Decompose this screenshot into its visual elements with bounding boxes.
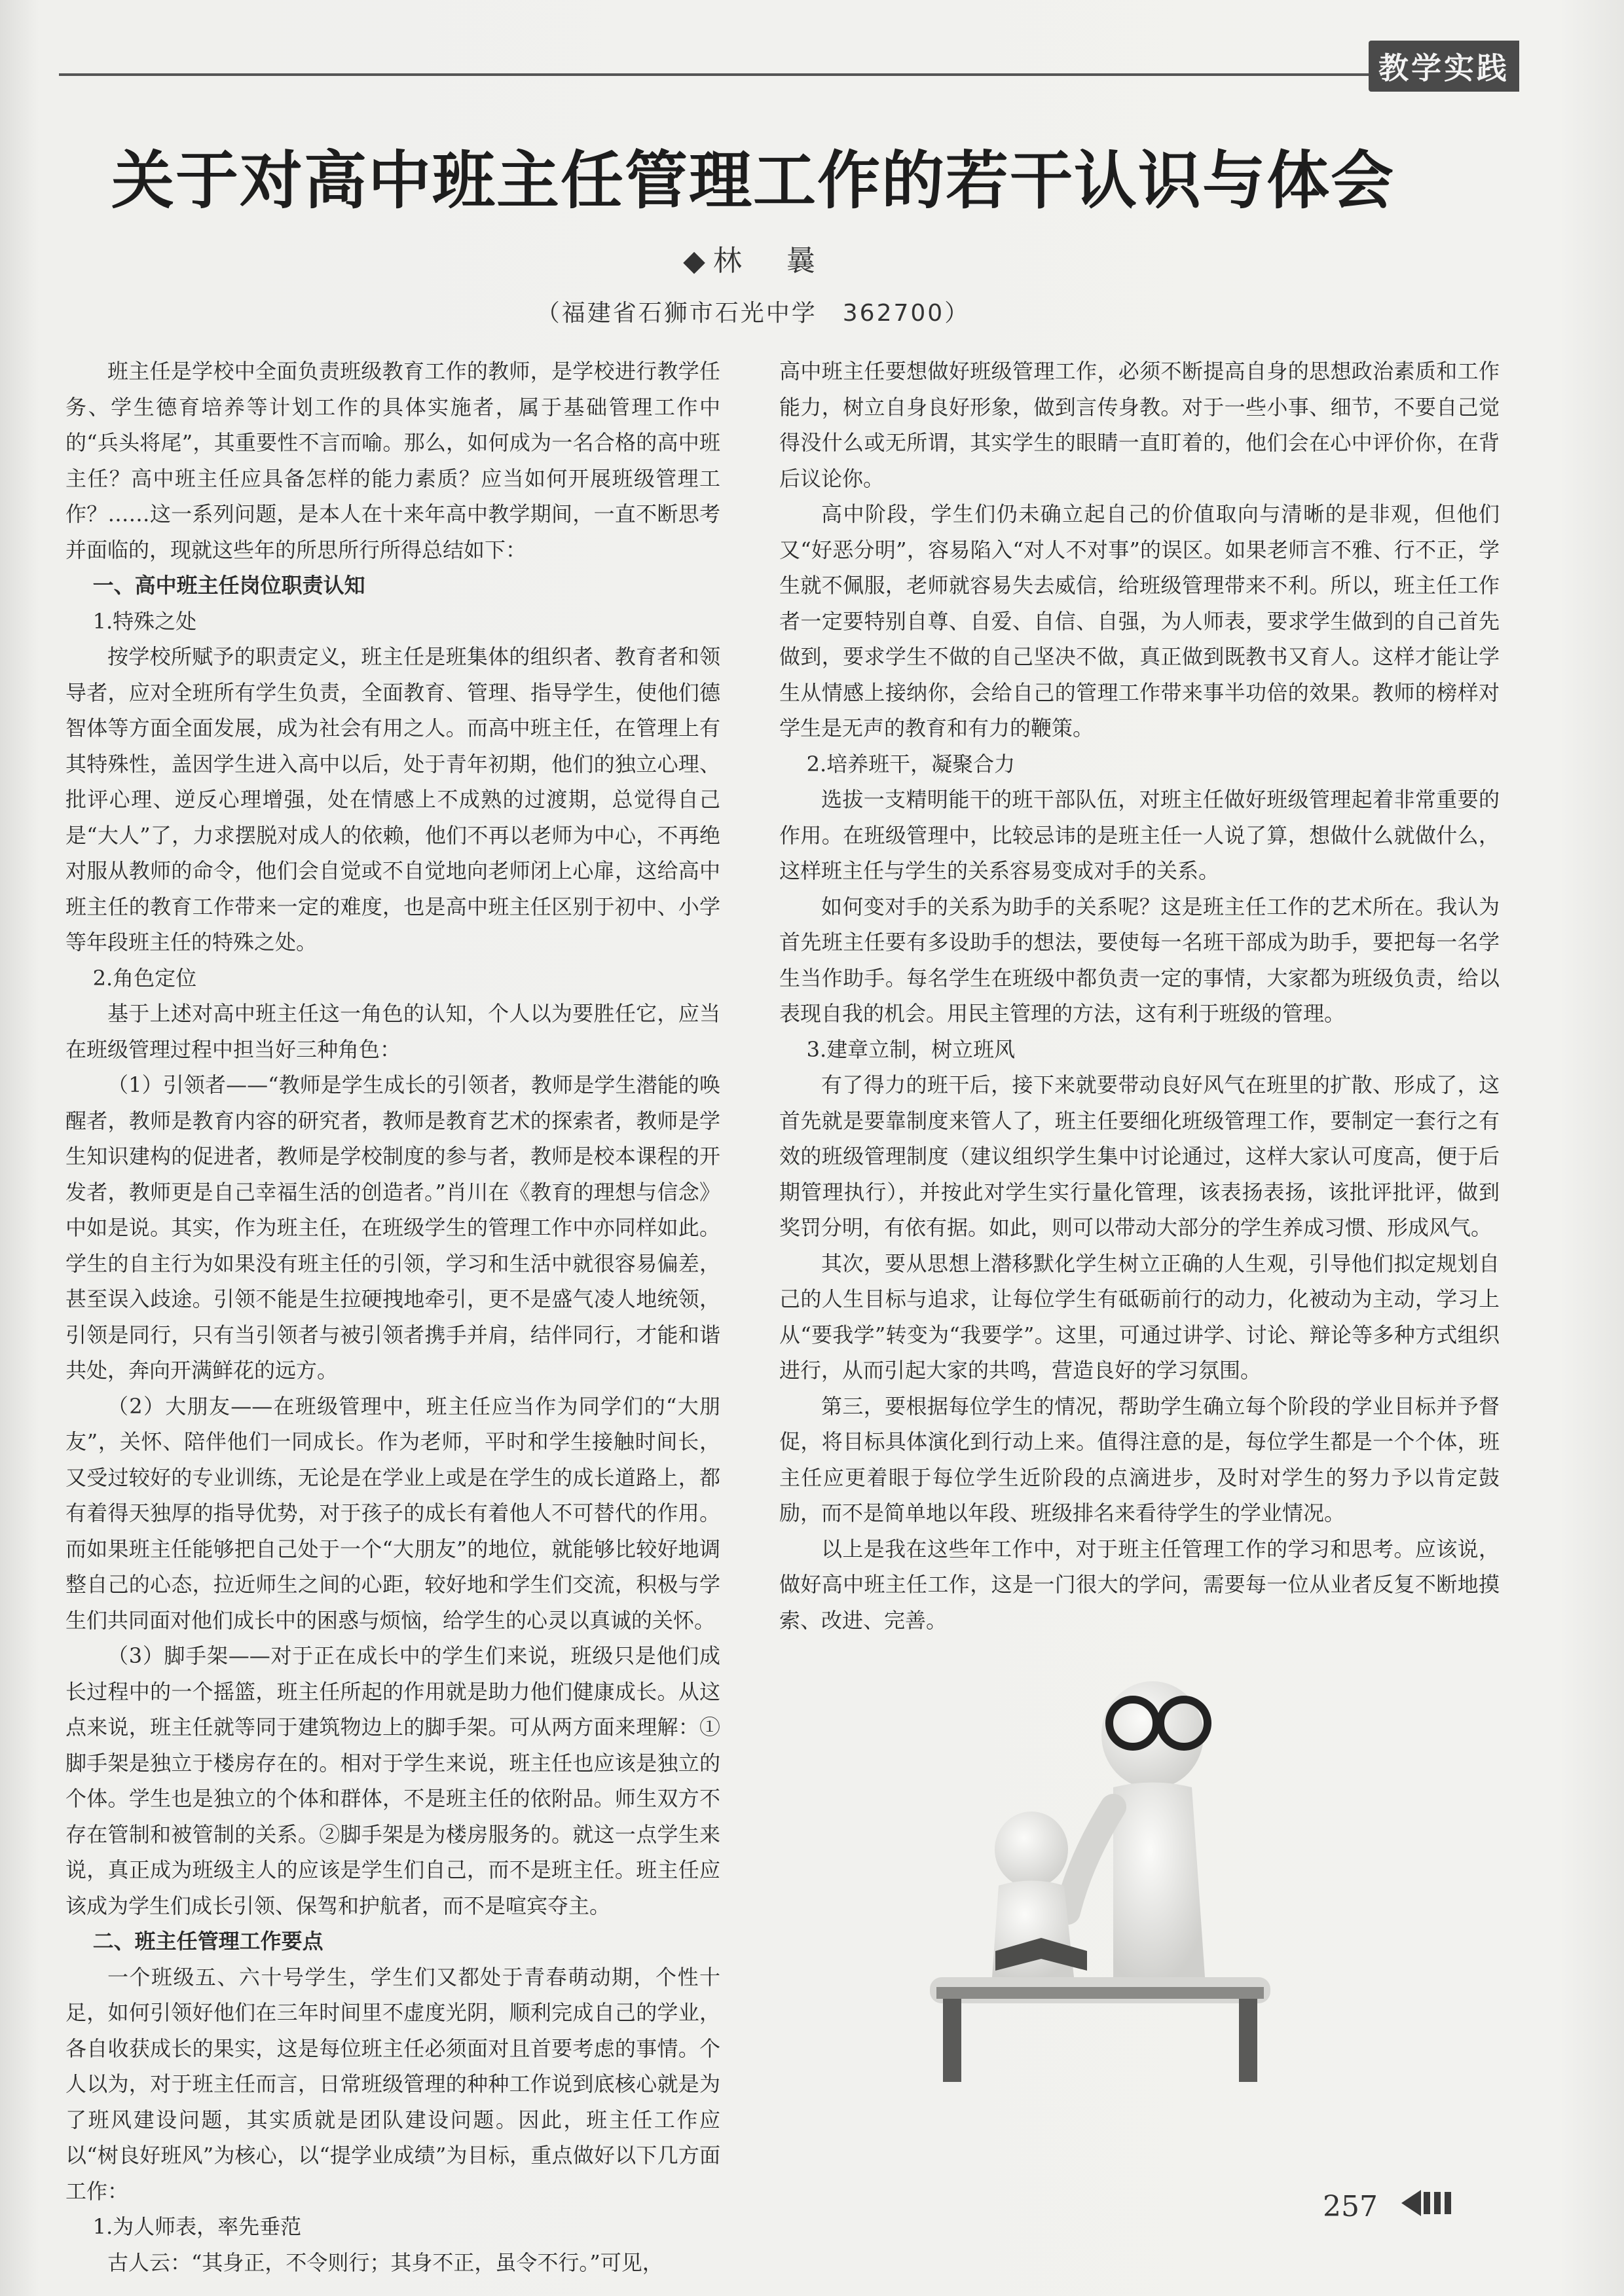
- page-number: 257: [1323, 2190, 1378, 2223]
- subheading: 3.建章立制，树立班风: [806, 1036, 1016, 1062]
- paragraph: 如何变对手的关系为助手的关系呢？这是班主任工作的艺术所在。我认为首先班主任要有多设助手的想法，要使每一名班干部成为助手，要把每一名学生当作助手。每名学生在班级中都负责一定的事情，大家都为班级负责，给以表现自我的机会。用民主管理的方法，这有利于班级的管理。: [779, 894, 1500, 1026]
- paragraph: 基于上述对高中班主任这一角色的认知，个人以为要胜任它，应当在班级管理过程中担当好三种角色：: [65, 1001, 720, 1062]
- paragraph: 第三，要根据每位学生的情况，帮助学生确立每个阶段的学业目标并予督促，将目标具体演化到行动上来。值得注意的是，每位学生都是一个个体，班主任应更着眼于每位学生近阶段的点滴进步，及时对学生的努力予以肯定鼓励，而不是简单地以年段、班级排名来看待学生的学业情况。: [779, 1393, 1500, 1525]
- article-title: 关于对高中班主任管理工作的若干认识与体会: [111, 143, 1395, 217]
- page-arrow-icon: [1401, 2187, 1460, 2219]
- paragraph: 其次，要从思想上潜移默化学生树立正确的人生观，引导他们拟定规划自己的人生目标与追求，让每位学生有砥砺前行的动力，化被动为主动，学习上从“要我学”转变为“我要学”。这里，可通过讲学、讨论、辩论等多种方式组织进行，从而引起大家的共鸣，营造良好的学习氛围。: [779, 1250, 1500, 1383]
- paragraph: （3）脚手架——对于正在成长中的学生们来说，班级只是他们成长过程中的一个摇篮，班主任所起的作用就是助力他们健康成长。从这点来说，班主任就等同于建筑物边上的脚手架。可从两方面来理解：①脚手架是独立于楼房存在的。相对于学生来说，班主任也应该是独立的个体。学生也是独立的个体和群体，不是班主任的依附品。师生双方不存在管制和被管制的关系。②脚手架是为楼房服务的。就这一点学生来说，真正成为班级主人的应该是学生们自己，而不是班主任。班主任应该成为学生们成长引领、保驾和护航者，而不是喧宾夺主。: [65, 1643, 720, 1918]
- paragraph: 以上是我在这些年工作中，对于班主任管理工作的学习和思考。应该说，做好高中班主任工作，这是一门很大的学问，需要每一位从业者反复不断地摸索、改进、完善。: [779, 1536, 1500, 1633]
- article-affiliation: （福建省石狮市石光中学 362700）: [536, 300, 970, 327]
- teacher-and-student-figure-icon: [917, 1663, 1283, 2088]
- subheading: 2.角色定位: [92, 965, 197, 991]
- subheading: 2.培养班干，凝聚合力: [806, 751, 1016, 776]
- section-tag: 教学实践: [1369, 41, 1519, 92]
- subheading: 1.为人师表，率先垂范: [92, 2214, 302, 2239]
- section-heading: 二、班主任管理工作要点: [92, 1929, 323, 1954]
- paragraph: 古人云：“其身正，不令则行；其身不正，虽令不行。”可见，: [107, 2250, 663, 2275]
- article-author: ◆林 曩: [683, 244, 823, 278]
- paragraph: 按学校所赋予的职责定义，班主任是班集体的组织者、教育者和领导者，应对全班所有学生负责，全面教育、管理、指导学生，使他们德智体等方面全面发展，成为社会有用之人。而高中班主任，在管理上有其特殊性，盖因学生进入高中以后，处于青年初期，他们的独立心理、批评心理、逆反心理增强，处在情感上不成熟的过渡期，总觉得自己是“大人”了，力求摆脱对成人的依赖，他们不再以老师为中心，不再绝对服从教师的命令，他们会自觉或不自觉地向老师闭上心扉，这给高中班主任的教育工作带来一定的难度，也是高中班主任区别于初中、小学等年段班主任的特殊之处。: [65, 644, 720, 955]
- body-column-left: [65, 354, 720, 2280]
- paragraph: 班主任是学校中全面负责班级教育工作的教师，是学校进行教学任务、学生德育培养等计划工作的具体实施者，属于基础管理工作中的“兵头将尾”，其重要性不言而喻。那么，如何成为一名合格的高中班主任？高中班主任应具备怎样的能力素质？应当如何开展班级管理工作？……这一系列问题，是本人在十来年高中教学期间，一直不断思考并面临的，现就这些年的所思所行所得总结如下：: [65, 359, 720, 562]
- paragraph: （1）引领者——“教师是学生成长的引领者，教师是学生潜能的唤醒者，教师是教育内容的研究者，教师是教育艺术的探索者，教师是学生知识建构的促进者，教师是学校制度的参与者，教师是校本课程的开发者，教师更是自己幸福生活的创造者。”肖川在《教育的理想与信念》中如是说。其实，作为班主任，在班级学生的管理工作中亦同样如此。学生的自主行为如果没有班主任的引领，学习和生活中就很容易偏差，甚至误入歧途。引领不能是生拉硬拽地牵引，更不是盛气凌人地统领，引领是同行，只有当引领者与被引领者携手并肩，结伴同行，才能和谐共处，奔向开满鲜花的远方。: [65, 1072, 720, 1383]
- header-rule: [59, 73, 1375, 76]
- paragraph: 一个班级五、六十号学生，学生们又都处于青春萌动期，个性十足，如何引领好他们在三年时间里不虚度光阴，顺利完成自己的学业，各自收获成长的果实，这是每位班主任必须面对且首要考虑的事情。个人以为，对于班主任而言，日常班级管理的种种工作说到底核心就是为了班风建设问题，其实质就是团队建设问题。因此，班主任工作应以“树良好班风”为核心，以“提学业成绩”为目标，重点做好以下几方面工作：: [65, 1964, 720, 2204]
- paragraph: （2）大朋友——在班级管理中，班主任应当作为同学们的“大朋友”，关怀、陪伴他们一同成长。作为老师，平时和学生接触时间长，又受过较好的专业训练，无论是在学业上或是在学生的成长道路上，都有着得天独厚的指导优势，对于孩子的成长有着他人不可替代的作用。而如果班主任能够把自己处于一个“大朋友”的地位，就能够比较好地调整自己的心态，拉近师生之间的心距，较好地和学生们交流，积极与学生们共同面对他们成长中的困惑与烦恼，给学生的心灵以真诚的关怀。: [65, 1393, 720, 1633]
- paragraph: 高中班主任要想做好班级管理工作，必须不断提高自身的思想政治素质和工作能力，树立自身良好形象，做到言传身教。对于一些小事、细节，不要自己觉得没什么或无所谓，其实学生的眼睛一直盯着的，他们会在心中评价你，在背后议论你。: [779, 359, 1500, 491]
- subheading: 1.特殊之处: [92, 608, 197, 634]
- paragraph: 选拔一支精明能干的班干部队伍，对班主任做好班级管理起着非常重要的作用。在班级管理中，比较忌讳的是班主任一人说了算，想做什么就做什么，这样班主任与学生的关系容易变成对手的关系。: [779, 787, 1500, 883]
- section-heading: 一、高中班主任岗位职责认知: [92, 573, 365, 598]
- paragraph: 有了得力的班干后，接下来就要带动良好风气在班里的扩散、形成了，这首先就是要靠制度来管人了，班主任要细化班级管理工作，要制定一套行之有效的班级管理制度（建议组织学生集中讨论通过，这样大家认可度高，便于后期管理执行），并按此对学生实行量化管理，该表扬表扬，该批评批评，做到奖罚分明，有依有据。如此，则可以带动大部分的学生养成习惯、形成风气。: [779, 1072, 1500, 1240]
- body-column-right: [779, 354, 1500, 1638]
- paragraph: 高中阶段，学生们仍未确立起自己的价值取向与清晰的是非观，但他们又“好恶分明”，容易陷入“对人不对事”的误区。如果老师言不雅、行不正，学生就不佩服，老师就容易失去威信，给班级管理带来不利。所以，班主任工作者一定要特别自尊、自爱、自信、自强，为人师表，要求学生做到的自己首先做到，要求学生不做的自己坚决不做，真正做到既教书又育人。这样才能让学生从情感上接纳你，会给自己的管理工作带来事半功倍的效果。教师的榜样对学生是无声的教育和有力的鞭策。: [779, 501, 1500, 740]
